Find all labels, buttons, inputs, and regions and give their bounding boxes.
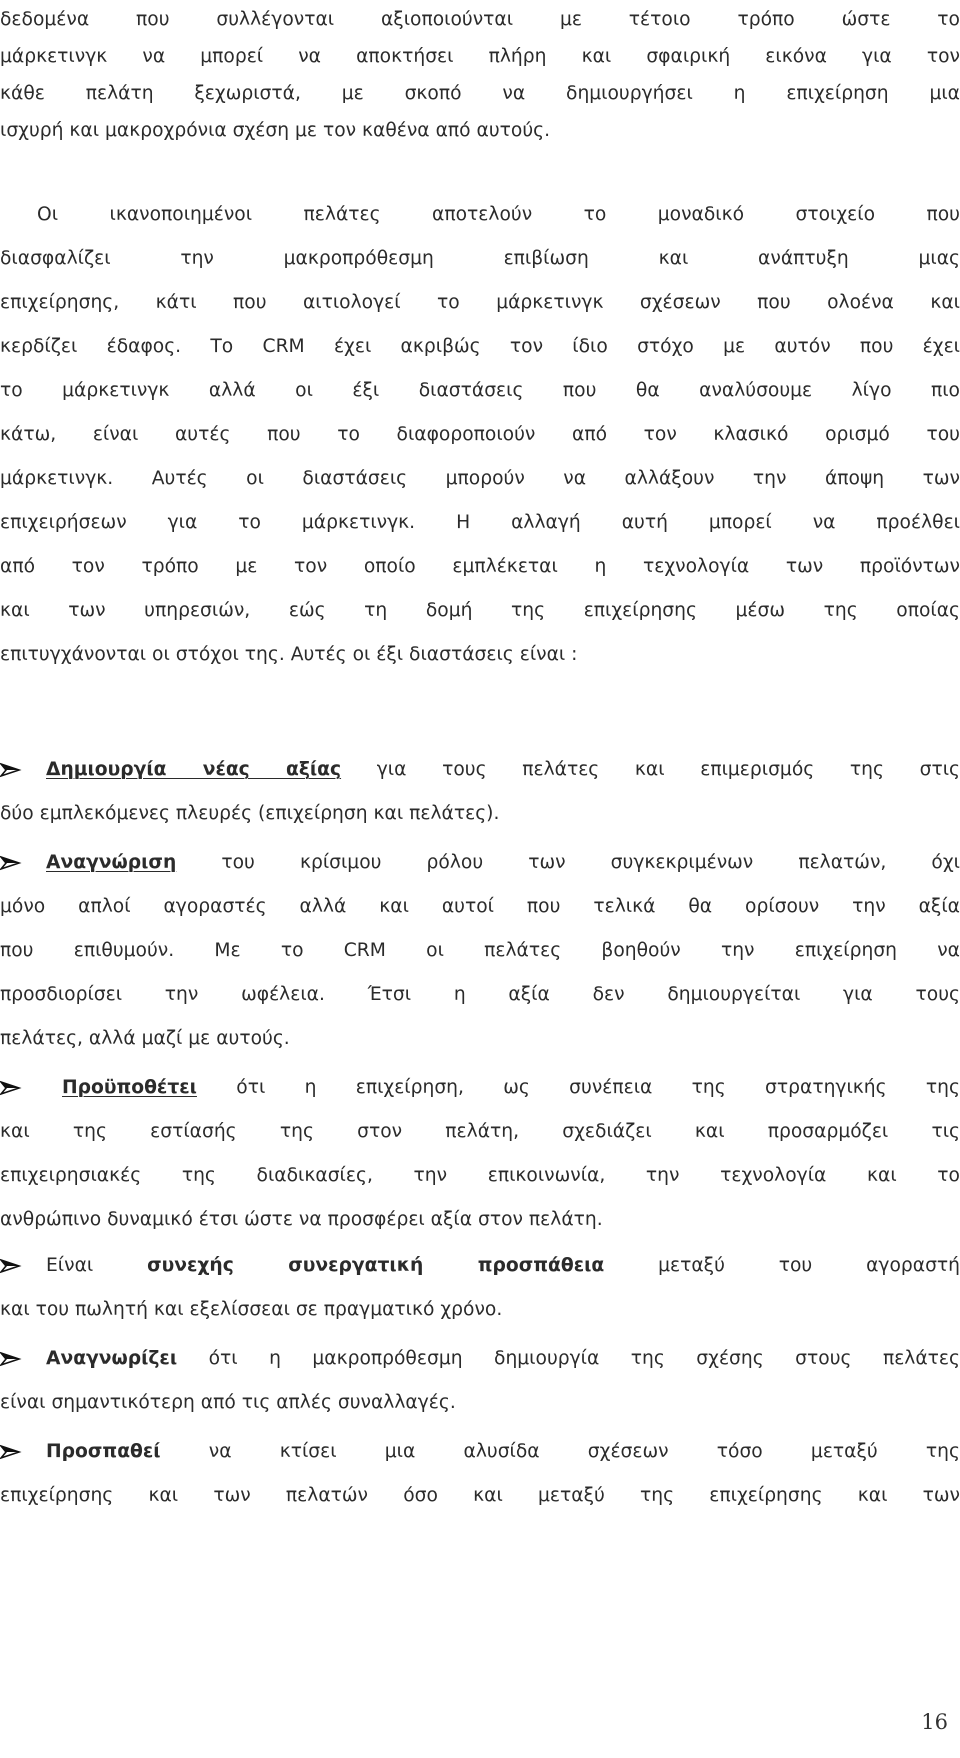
bullet-item-first-line [0, 1068, 960, 1108]
paragraph-line: κάτω, είναι αυτές που το διαφοροποιούν από τον κλασικό ορισμό του [0, 424, 960, 445]
bullet-line: ανθρώπινο δυναμικό έτσι ώστε να προσφέρει αξία στον πελάτη. [0, 1209, 603, 1230]
bullet-item-first-line [0, 1339, 960, 1379]
bullet-line: που επιθυμούν. Με το CRM οι πελάτες βοηθούν την επιχείρηση να [0, 940, 960, 961]
bullet-keyword: Δημιουργία νέας αξίας [46, 759, 342, 780]
paragraph-line: διασφαλίζει την μακροπρόθεσμη επιβίωση και ανάπτυξη μιας [0, 248, 960, 269]
paragraph-line: επιχειρήσεων για το μάρκετινγκ. Η αλλαγή αυτή μπορεί να προέλθει [0, 512, 960, 533]
bullet-text: να κτίσει μια αλυσίδα σχέσεων τόσο μεταξύ της [160, 1441, 960, 1462]
bullet-line: προσδιορίσει την ωφέλεια. Έτσι η αξία δεν δημιουργείται για τους [0, 984, 960, 1005]
bullet-keyword: Αναγνωρίζει [46, 1348, 178, 1369]
bullet-text: για τους πελάτες και επιμερισμός της στις [341, 759, 960, 780]
paragraph-line: το μάρκετινγκ αλλά οι έξι διαστάσεις που θα αναλύσουμε λίγο πιο [0, 380, 960, 401]
paragraph-line: από τον τρόπο με τον οποίο εμπλέκεται η τεχνολογία των προϊόντων [0, 556, 960, 577]
paragraph-line: επιτυγχάνονται οι στόχοι της. Αυτές οι έξι διαστάσεις είναι : [0, 644, 578, 665]
bullet-item-first-line [0, 843, 960, 883]
paragraph-line: και των υπηρεσιών, εώς τη δομή της επιχείρησης μέσω της οποίας [0, 600, 960, 621]
bullet-prefix: Είναι [46, 1255, 148, 1276]
bullet-line: μόνο απλοί αγοραστές αλλά και αυτοί που τελικά θα ορίσουν την αξία [0, 896, 960, 917]
intro-line: δεδομένα που συλλέγονται αξιοποιούνται με τέτοιο τρόπο ώστε το [0, 9, 960, 30]
page-number: 16 [921, 1710, 948, 1734]
bullet-line: είναι σημαντικότερη από τις απλές συναλλαγές. [0, 1392, 456, 1413]
paragraph-line: επιχείρησης, κάτι που αιτιολογεί το μάρκετινγκ σχέσεων που ολοένα και [0, 292, 960, 313]
bullet-text: ότι η επιχείρηση, ως συνέπεια της στρατηγικής της [196, 1077, 960, 1098]
bullet-text: ότι η μακροπρόθεσμη δημιουργία της σχέσης στους πελάτες [177, 1348, 960, 1369]
bullet-line: επιχείρησης και των πελατών όσο και μεταξύ της επιχείρησης και των [0, 1485, 960, 1506]
bullet-item-first-line [0, 1246, 960, 1286]
intro-line: κάθε πελάτη ξεχωριστά, με σκοπό να δημιουργήσει η επιχείρηση μια [0, 83, 960, 104]
paragraph-line: κερδίζει έδαφος. Το CRM έχει ακριβώς τον ίδιο στόχο με αυτόν που έχει [0, 336, 960, 357]
bullet-keyword: συνεχής συνεργατική προσπάθεια [147, 1255, 605, 1276]
intro-line: μάρκετινγκ να μπορεί να αποκτήσει πλήρη και σφαιρική εικόνα για τον [0, 46, 960, 67]
bullet-keyword: Προσπαθεί [46, 1441, 161, 1462]
paragraph-line: Οι ικανοποιημένοι πελάτες αποτελούν το μοναδικό στοιχείο που [37, 204, 960, 225]
intro-line: ισχυρή και μακροχρόνια σχέση με τον καθένα από αυτούς. [0, 120, 551, 141]
paragraph-line: μάρκετινγκ. Αυτές οι διαστάσεις μπορούν να αλλάξουν την άποψη των [0, 468, 960, 489]
bullet-line: δύο εμπλεκόμενες πλευρές (επιχείρηση και πελάτες). [0, 803, 500, 824]
bullet-item-first-line [0, 750, 960, 790]
bullet-line: επιχειρησιακές της διαδικασίες, την επικοινωνία, την τεχνολογία και το [0, 1165, 960, 1186]
bullet-line: και της εστίασής της στον πελάτη, σχεδιάζει και προσαρμόζει τις [0, 1121, 960, 1142]
bullet-keyword: Αναγνώριση [46, 852, 177, 873]
bullet-text: μεταξύ του αγοραστή [604, 1255, 960, 1276]
bullet-item-first-line [0, 1432, 960, 1472]
bullet-text: του κρίσιμου ρόλου των συγκεκριμένων πελατών, όχι [176, 852, 960, 873]
bullet-line: πελάτες, αλλά μαζί με αυτούς. [0, 1028, 290, 1049]
bullet-line: και του πωλητή και εξελίσσεαι σε πραγματικό χρόνο. [0, 1299, 503, 1320]
bullet-keyword: Προϋποθέτει [62, 1077, 197, 1098]
